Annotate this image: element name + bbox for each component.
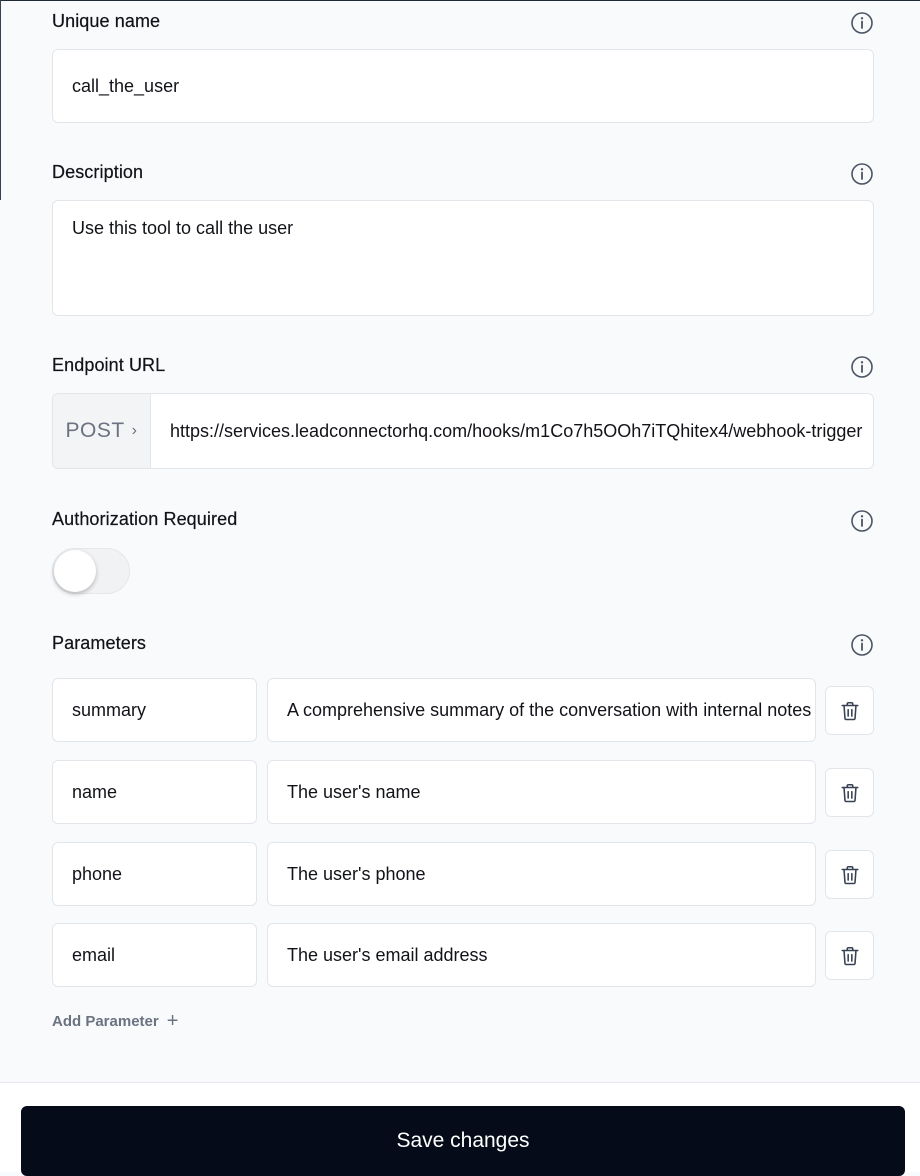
unique-name-input[interactable]: call_the_user bbox=[52, 49, 874, 123]
info-icon[interactable] bbox=[850, 355, 874, 379]
toggle-knob bbox=[54, 550, 96, 592]
parameter-row bbox=[52, 842, 874, 906]
http-method-value: POST bbox=[65, 419, 125, 442]
endpoint-url-input[interactable]: https://services.leadconnectorhq.com/hooks/m1Co7h5OOh7iTQhitex4/webhook-trigger bbox=[170, 420, 863, 441]
parameter-description-input[interactable]: The user's name bbox=[267, 760, 816, 824]
parameter-row bbox=[52, 923, 874, 987]
info-icon[interactable] bbox=[850, 162, 874, 186]
authorization-label: Authorization Required bbox=[52, 509, 238, 529]
window-frame-top bbox=[0, 0, 920, 1]
info-icon[interactable] bbox=[850, 633, 874, 657]
parameter-name-input[interactable]: email bbox=[52, 923, 257, 987]
parameter-name-input[interactable]: name bbox=[52, 760, 257, 824]
authorization-toggle[interactable] bbox=[52, 548, 130, 594]
delete-parameter-button[interactable] bbox=[825, 850, 874, 899]
parameter-row bbox=[52, 678, 874, 742]
description-textarea[interactable]: Use this tool to call the user bbox=[52, 200, 874, 316]
parameters-label: Parameters bbox=[52, 633, 147, 653]
parameter-row bbox=[52, 760, 874, 824]
trash-icon bbox=[839, 864, 861, 886]
trash-icon bbox=[839, 782, 861, 804]
add-parameter-label: Add Parameter bbox=[52, 1012, 159, 1030]
parameter-description-input[interactable]: A comprehensive summary of the conversation with internal notes bbox=[267, 678, 816, 742]
endpoint-url-label: Endpoint URL bbox=[52, 355, 166, 375]
add-parameter-button[interactable] bbox=[52, 1012, 178, 1030]
description-label: Description bbox=[52, 162, 144, 182]
plus-icon: + bbox=[166, 1010, 179, 1032]
unique-name-label: Unique name bbox=[52, 11, 161, 31]
chevron-right-icon: › bbox=[131, 422, 138, 439]
delete-parameter-button[interactable] bbox=[825, 931, 874, 980]
parameter-description-input[interactable]: The user's email address bbox=[267, 923, 816, 987]
parameter-name-input[interactable]: phone bbox=[52, 842, 257, 906]
trash-icon bbox=[839, 700, 861, 722]
delete-parameter-button[interactable] bbox=[825, 686, 874, 735]
http-method-select[interactable] bbox=[53, 394, 151, 468]
delete-parameter-button[interactable] bbox=[825, 768, 874, 817]
parameter-name-input[interactable]: summary bbox=[52, 678, 257, 742]
trash-icon bbox=[839, 945, 861, 967]
save-changes-button[interactable]: Save changes bbox=[21, 1106, 905, 1176]
info-icon[interactable] bbox=[850, 11, 874, 35]
endpoint-url-group bbox=[52, 393, 874, 469]
window-frame-left bbox=[0, 0, 1, 200]
parameter-description-input[interactable]: The user's phone bbox=[267, 842, 816, 906]
info-icon[interactable] bbox=[850, 509, 874, 533]
